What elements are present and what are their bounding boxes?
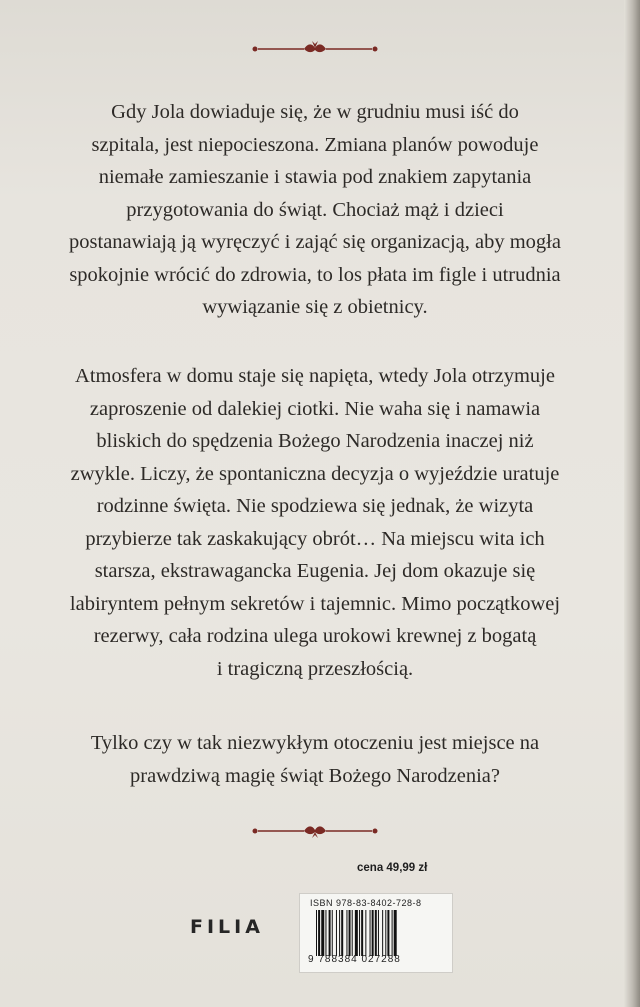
text-line: szpitala, jest niepocieszona. Zmiana planów powoduje [91,133,539,156]
text-line: rezerwy, cała rodzina ulega urokowi krewnej z bogatą [93,625,537,647]
publisher-logo: FILIA [190,916,264,938]
text-line: spokojnie wrócić do zdrowia, to los płata im figle i utrudnia [69,263,561,286]
text-line: prawdziwą magię świąt Bożego Narodzenia? [130,764,500,787]
cover-edge [624,0,640,1007]
text-line: zwykle. Liczy, że spontaniczna decyzja o wyjeździe uratuje [70,462,560,485]
text-line: rodzinne święta. Nie spodziewa się jednak, że wizyta [96,495,534,517]
description-paragraph-1 [50,96,580,324]
text-line: zaproszenie od dalekiej ciotki. Nie waha się i namawia [89,397,541,420]
text-line: Tylko czy w tak niezwykłym otoczeniu jest miejsce na [90,732,540,754]
text-line: i tragiczną przeszłością. [216,657,414,680]
text-line: Gdy Jola dowiaduje się, że w grudniu musi iść do [111,101,519,123]
text-line: przygotowania do świąt. Chociaż mąż i dzieci [126,198,504,221]
text-line: niemałe zamieszanie i stawia pod znakiem zapytania [98,166,532,188]
barcode [316,910,446,956]
text-line: przybierze tak zaskakujący obrót… Na miejscu wita ich [85,527,545,550]
isbn-label: ISBN 978-83-8402-728-8 [310,898,422,908]
price-label: cena 49,99 zł [357,862,428,874]
top-ornament [250,40,380,56]
text-line: Atmosfera w domu staje się napięta, wtedy Jola otrzymuje [75,365,555,387]
text-line: starsza, ekstrawagancka Eugenia. Jej dom okazuje się [94,560,536,582]
barcode-digits: 9 788384 027288 [308,954,401,965]
text-line: postanawiają ją wyręczyć i zająć się organizacją, aby mogła [69,231,561,253]
bottom-ornament [250,823,380,839]
barcode-block [299,893,453,973]
description-paragraph-2 [50,360,580,685]
text-line: wywiązanie się z obietnicy. [202,296,428,318]
text-line: bliskich do spędzenia Bożego Narodzenia inaczej niż [96,430,534,452]
text-line: labiryntem pełnym sekretów i tajemnic. Mimo początkowej [69,592,561,615]
description-paragraph-3 [50,727,580,792]
